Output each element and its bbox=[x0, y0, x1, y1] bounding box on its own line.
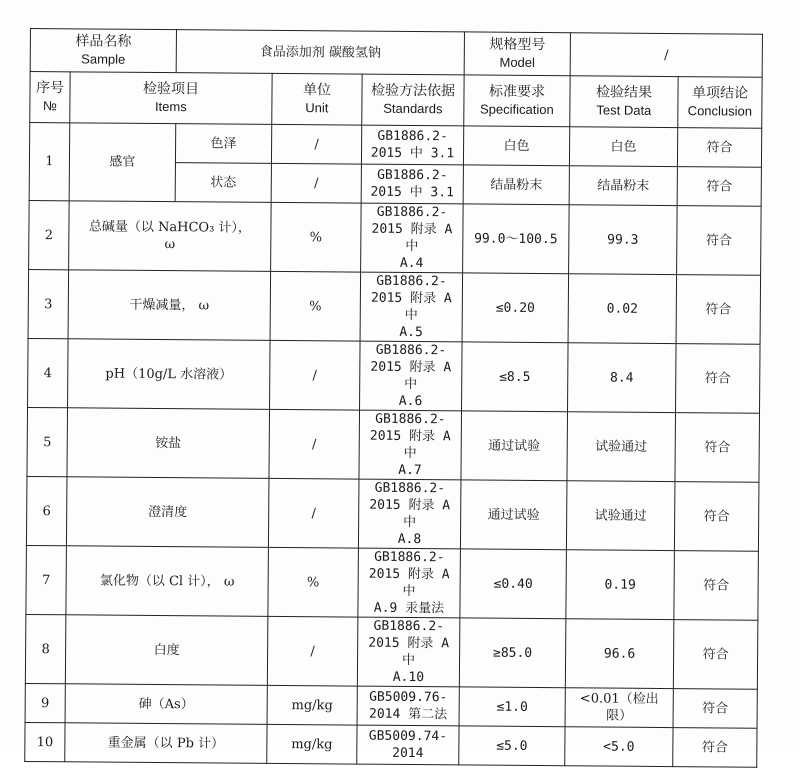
row-data: <5.0 bbox=[565, 727, 673, 767]
col-header-conclusion bbox=[678, 77, 762, 129]
col-standards-cn: 检验方法依据 bbox=[370, 82, 456, 100]
row-conclusion: 符合 bbox=[675, 413, 760, 483]
row-standard bbox=[357, 617, 460, 687]
table-row bbox=[29, 200, 762, 275]
col-no-cn: 序号 bbox=[35, 80, 65, 97]
row-spec: 通过试验 bbox=[460, 480, 567, 550]
row-item bbox=[66, 477, 269, 548]
row-unit: / bbox=[268, 478, 359, 548]
row-unit: % bbox=[270, 271, 361, 341]
std-line: A.5 bbox=[399, 324, 423, 341]
std-line: 2014 bbox=[392, 745, 424, 762]
data-line: <0.01（检出 bbox=[579, 691, 659, 707]
item-line: pH（10g/L 水溶液） bbox=[105, 366, 233, 383]
table-row bbox=[25, 722, 757, 767]
item-line: 总碱量（以 NaHCO₃ 计）， bbox=[88, 219, 252, 236]
sample-label-cn: 样品名称 bbox=[75, 33, 132, 50]
row-no: 9 bbox=[25, 683, 65, 722]
row-item bbox=[66, 546, 269, 617]
std-line: 2014 第二法 bbox=[368, 706, 448, 723]
item-line: ω bbox=[164, 237, 176, 253]
row-conclusion: 符合 bbox=[676, 275, 761, 345]
std-line: 2015 中 3.1 bbox=[370, 145, 455, 162]
table-row bbox=[27, 407, 760, 482]
col-items-en: Items bbox=[154, 98, 187, 115]
row-item bbox=[69, 201, 272, 272]
std-line: GB1886.2- bbox=[375, 411, 446, 428]
col-unit-en: Unit bbox=[305, 100, 329, 116]
std-line: GB1886.2- bbox=[377, 167, 448, 184]
row-standard bbox=[358, 479, 461, 549]
row-conclusion: 符合 bbox=[674, 482, 759, 552]
item-line: 砷（As） bbox=[138, 696, 194, 712]
row-unit: / bbox=[267, 616, 358, 686]
row-spec: 结晶粉末 bbox=[463, 165, 569, 205]
item-line: 铵盐 bbox=[155, 435, 182, 451]
table-row bbox=[26, 476, 759, 551]
row-unit: / bbox=[271, 163, 361, 203]
col-conclusion-en: Conclusion bbox=[687, 103, 753, 119]
col-conclusion-cn: 单项结论 bbox=[691, 85, 749, 102]
std-line: GB1886.2- bbox=[376, 273, 447, 290]
row-data bbox=[565, 688, 673, 728]
inspection-table bbox=[24, 28, 763, 768]
row-data: 99.3 bbox=[569, 205, 678, 275]
row-data: 8.4 bbox=[568, 343, 677, 413]
row-unit: mg/kg bbox=[267, 724, 357, 764]
row-item bbox=[68, 270, 271, 341]
row-data: 0.02 bbox=[568, 274, 677, 344]
row-conclusion: 符合 bbox=[673, 689, 757, 729]
row-unit: % bbox=[271, 202, 362, 272]
sample-row bbox=[30, 29, 762, 78]
col-data-cn: 检验结果 bbox=[595, 84, 653, 101]
row-sub-label: 状态 bbox=[175, 163, 271, 203]
column-header-row bbox=[30, 72, 762, 129]
row-conclusion: 符合 bbox=[677, 128, 761, 168]
std-line: 2015 中 3.1 bbox=[370, 184, 454, 201]
std-line: 2015 附录 A 中 bbox=[368, 635, 450, 669]
row-item bbox=[65, 723, 267, 764]
row-item bbox=[65, 684, 267, 725]
table-row bbox=[26, 545, 759, 620]
table-row bbox=[25, 614, 758, 689]
row-standard bbox=[359, 410, 462, 480]
row-no: 6 bbox=[26, 476, 67, 545]
std-line: 2015 附录 A 中 bbox=[370, 359, 452, 393]
col-header-items bbox=[70, 72, 272, 125]
data-line: 限） bbox=[606, 708, 633, 724]
row-spec: ≤8.5 bbox=[462, 342, 569, 412]
row-spec: 通过试验 bbox=[461, 411, 568, 481]
row-conclusion: 符合 bbox=[673, 620, 758, 690]
row-unit: / bbox=[271, 124, 361, 164]
row-data: 试验通过 bbox=[567, 412, 676, 482]
row-standard bbox=[358, 548, 461, 618]
col-standards-en: Standards bbox=[383, 100, 443, 117]
row-conclusion: 符合 bbox=[674, 551, 759, 621]
model-value: / bbox=[570, 33, 762, 78]
row-no: 8 bbox=[25, 614, 66, 683]
std-line: GB1886.2- bbox=[377, 128, 448, 145]
row-standard bbox=[357, 725, 459, 765]
row-standard bbox=[361, 203, 464, 273]
item-line: 白度 bbox=[153, 642, 180, 658]
row-no: 3 bbox=[28, 269, 69, 338]
std-line: A.6 bbox=[398, 393, 423, 410]
item-line: 澄清度 bbox=[148, 504, 188, 520]
col-spec-en: Specification bbox=[479, 101, 554, 118]
std-line: GB1886.2- bbox=[375, 342, 447, 359]
row-standard bbox=[357, 686, 459, 726]
std-line: A.10 bbox=[392, 669, 425, 686]
model-label-en: Model bbox=[499, 54, 536, 70]
std-line: 2015 附录 A 中 bbox=[369, 428, 451, 462]
std-line: GB1886.2- bbox=[374, 549, 445, 566]
row-sub-label: 色泽 bbox=[175, 124, 271, 164]
std-line: GB1886.2- bbox=[374, 480, 446, 497]
col-unit-cn: 单位 bbox=[302, 82, 332, 99]
std-line: A.8 bbox=[397, 531, 422, 548]
row-item bbox=[65, 615, 268, 686]
std-line: GB1886.2- bbox=[373, 618, 445, 635]
row-conclusion: 符合 bbox=[675, 344, 760, 414]
row-item bbox=[67, 408, 270, 479]
row-unit: mg/kg bbox=[267, 685, 357, 725]
col-header-data bbox=[570, 76, 678, 128]
table-row bbox=[28, 269, 761, 344]
col-items-cn: 检验项目 bbox=[142, 80, 200, 98]
row-no: 7 bbox=[26, 545, 67, 614]
sample-label-en: Sample bbox=[81, 51, 126, 67]
row-spec: 99.0～100.5 bbox=[463, 204, 570, 274]
row-conclusion: 符合 bbox=[673, 728, 757, 768]
row-data: 试验通过 bbox=[566, 481, 675, 551]
row-spec: ≥85.0 bbox=[459, 618, 566, 688]
std-line: 2015 附录 A 中 bbox=[369, 497, 451, 531]
col-no-en: № bbox=[42, 98, 57, 114]
model-label-cn: 规格型号 bbox=[489, 36, 546, 54]
table-row bbox=[29, 123, 761, 168]
col-data-en: Test Data bbox=[596, 102, 652, 118]
std-line: GB5009.74- bbox=[368, 728, 448, 745]
row-data: 白色 bbox=[569, 127, 677, 167]
row-spec: ≤0.20 bbox=[462, 273, 569, 343]
row-data: 96.6 bbox=[565, 619, 674, 689]
col-header-standards bbox=[362, 74, 464, 126]
col-header-no bbox=[30, 72, 70, 123]
row-data: 0.19 bbox=[566, 550, 675, 620]
row-conclusion: 符合 bbox=[677, 167, 761, 207]
model-label-cell bbox=[464, 32, 570, 76]
std-line: A.7 bbox=[398, 462, 422, 479]
row-no: 4 bbox=[28, 338, 69, 407]
std-line: A.4 bbox=[399, 255, 424, 272]
row-spec: ≤5.0 bbox=[459, 726, 565, 766]
row-spec: ≤0.40 bbox=[460, 549, 567, 619]
sample-value: 食品添加剂 碳酸氢钠 bbox=[176, 30, 464, 75]
row-unit: / bbox=[269, 409, 360, 479]
item-line: 重金属（以 Pb 计） bbox=[107, 735, 225, 752]
row-spec: 白色 bbox=[463, 126, 569, 166]
std-line: 2015 附录 A 中 bbox=[371, 221, 453, 255]
std-line: A.9 汞量法 bbox=[373, 600, 445, 617]
row-unit: % bbox=[268, 547, 359, 617]
std-line: 2015 附录 A 中 bbox=[370, 290, 452, 324]
row-standard bbox=[361, 164, 463, 204]
row-no: 5 bbox=[27, 407, 68, 476]
item-line: 干燥减量， ω bbox=[129, 297, 210, 313]
table-row bbox=[25, 683, 757, 728]
row-data: 结晶粉末 bbox=[569, 166, 677, 206]
std-line: 2015 附录 A 中 bbox=[368, 566, 450, 600]
row-no: 10 bbox=[25, 722, 65, 761]
std-line: GB5009.76- bbox=[369, 689, 448, 706]
row-standard bbox=[360, 341, 463, 411]
row-item bbox=[68, 339, 271, 410]
row-no: 1 bbox=[29, 123, 70, 201]
row-conclusion: 符合 bbox=[677, 206, 762, 276]
col-header-spec bbox=[464, 75, 570, 127]
col-spec-cn: 标准要求 bbox=[488, 83, 546, 101]
row-unit: / bbox=[270, 340, 361, 410]
row-group-label: 感官 bbox=[69, 123, 176, 202]
item-line: 氯化物（以 Cl 计）， ω bbox=[99, 573, 235, 590]
row-standard bbox=[360, 272, 463, 342]
row-standard bbox=[361, 125, 463, 165]
std-line: GB1886.2- bbox=[376, 204, 448, 221]
col-header-unit bbox=[272, 73, 362, 125]
row-spec: ≤1.0 bbox=[459, 687, 565, 727]
sample-label-cell bbox=[30, 29, 176, 73]
table-row bbox=[28, 338, 761, 413]
row-no: 2 bbox=[29, 200, 70, 269]
